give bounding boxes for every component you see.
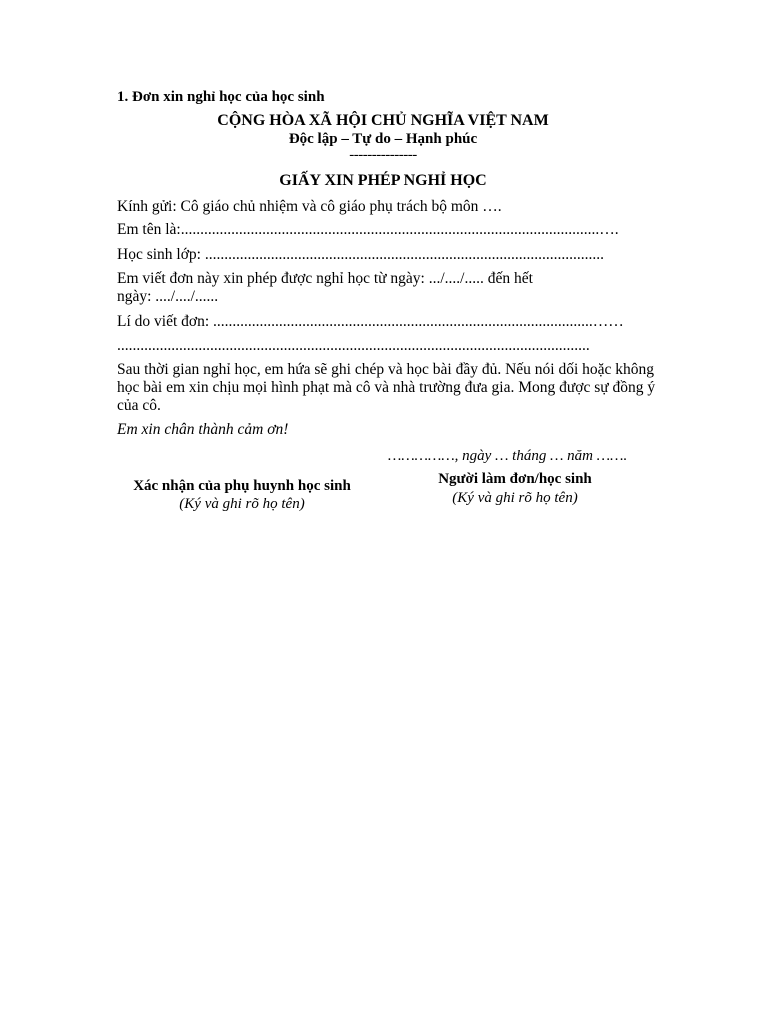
reason-field: Lí do viết đơn: ..................................................................................................……: [117, 313, 624, 330]
leave-request-line-1: Em viết đơn này xin phép được nghỉ học từ ngày: .../..../..... đến hết: [117, 270, 533, 287]
applicant-note: (Ký và ghi rõ họ tên): [452, 490, 578, 506]
date-line: ……………, ngày … tháng … năm …….: [388, 448, 628, 464]
motto: Độc lập – Tự do – Hạnh phúc: [288, 131, 478, 147]
student-class-field: Học sinh lớp: .......................................................................................................: [117, 246, 604, 263]
reason-continuation-line: ..........................................................................................................................: [117, 337, 590, 354]
form-title: GIẤY XIN PHÉP NGHỈ HỌC: [279, 172, 487, 189]
separator: ---------------: [349, 147, 417, 163]
leave-request-line-2: ngày: ..../..../......: [117, 288, 219, 305]
parent-confirm-label: Xác nhận của phụ huynh học sinh: [133, 478, 351, 494]
student-name-field: Em tên là:............................................................................................................….: [117, 221, 619, 238]
section-heading: 1. Đơn xin nghỉ học của học sinh: [117, 89, 325, 105]
parent-confirm-note: (Ký và ghi rõ họ tên): [179, 496, 305, 512]
addressee-line: Kính gửi: Cô giáo chủ nhiệm và cô giáo phụ trách bộ môn ….: [117, 198, 502, 215]
thanks-line: Em xin chân thành cảm ơn!: [117, 421, 289, 438]
applicant-label: Người làm đơn/học sinh: [438, 471, 592, 487]
promise-paragraph: Sau thời gian nghỉ học, em hứa sẽ ghi chép và học bài đầy đủ. Nếu nói dối hoặc không học bài em xin chịu mọi hình phạt mà cô và nhà trường đưa gia. Mong được sự đồng ý của cô.: [117, 361, 656, 414]
national-title: CỘNG HÒA XÃ HỘI CHỦ NGHĨA VIỆT NAM: [217, 112, 549, 129]
